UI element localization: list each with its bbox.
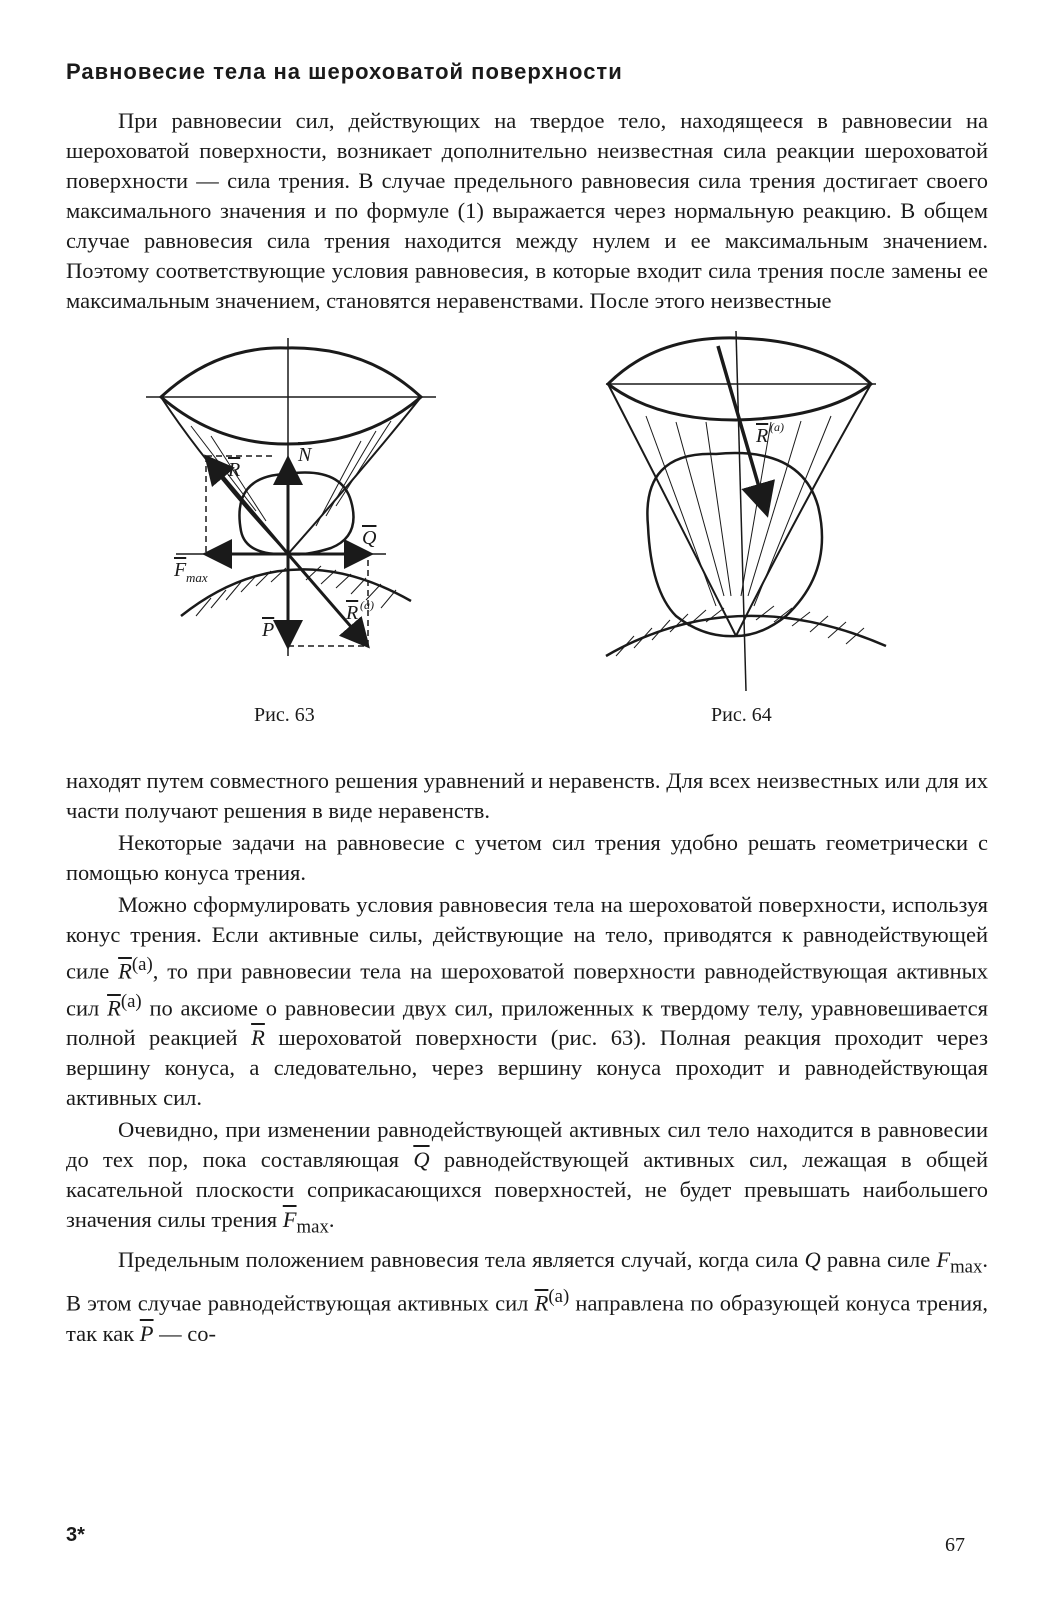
figure-63 <box>136 326 496 726</box>
symbol-R-a: $\overline{R}$ <box>534 1290 549 1316</box>
label-R: R <box>228 459 241 481</box>
paragraph-1: При равновесии сил, действующих на твердое тело, находящееся в равновесии на шероховатой поверхности, возникает дополнительно неизвестная сила реакции шероховатой поверхности — сила трения. В случае предельного равновесия сила трения достигает своего максимального значения и по формуле (1) выражается через нормальную реакцию. В общем случае равновесия сила трения находится между нулем и ее максимальным значением. Поэтому соответствующие условия равновесия, в которые входит сила трения после замены ее максимальным значением, становятся неравенствами. После этого неизвестные <box>66 108 988 313</box>
label-Fmax: F <box>174 559 187 581</box>
symbol-R-a: $\overline{R}$ <box>107 995 121 1020</box>
paragraph-2: находят путем совместного решения уравнений и неравенств. Для всех неизвестных или для их части получают решения в виде неравенств. <box>66 768 988 823</box>
label-Ra-sup: (a) <box>360 598 374 612</box>
symbol-P: $\overline{P}$ <box>139 1320 154 1346</box>
symbol-R-a: $\overline{R}$ <box>118 958 132 984</box>
paragraph-4: Можно сформулировать условия равновесия тела на шероховатой поверхности, используя конус трения. Если активные силы, действующие на тело, приводятся к равнодействующей силе $\overline{R}^{(a)}$, то при равновесии тела на шероховатой поверхности равнодействующая активных сил $\overline{R}^{(a)}$ по аксиоме о равновесии двух сил, приложенных к твердому телу, уравновешивается полной реакцией $\overline{R}$ шероховатой поверхности (рис. 63). Полная реакция проходит через вершину конуса, а следовательно, через вершину конуса проходит и равнодействующая активных сил. <box>66 892 988 1110</box>
figure-64-drawing <box>586 326 916 726</box>
label-Ra: R <box>756 425 769 447</box>
figure-64-caption: Рис. 64 <box>711 704 772 726</box>
symbol-F-max: $\overline{F}$ <box>282 1207 297 1232</box>
label-Ra-sup: (a) <box>770 420 784 434</box>
paragraph-6: Предельным положением равновесия тела является случай, когда сила Q равна силе $F_{max}$. В этом случае равнодействующая активных сил $\overline{R}^{(a)}$ направлена по образующей конуса трения, так как $\overline{P}$ — со- <box>66 1246 989 1346</box>
figures-row <box>66 326 988 766</box>
symbol-Q: Q <box>804 1246 821 1272</box>
section-heading: Равновесие тела на шероховатой поверхности <box>66 59 623 84</box>
figure-63-drawing <box>136 326 496 726</box>
paragraph-3: Некоторые задачи на равновесие с учетом сил трения удобно решать геометрически с помощью конуса трения. <box>66 830 988 885</box>
label-Q: Q <box>362 527 377 549</box>
label-Ra: R <box>346 602 359 624</box>
page-number: 67 <box>945 1534 965 1556</box>
label-Fmax-sub: max <box>186 570 208 585</box>
symbol-Q: $\overline{Q}$ <box>413 1147 430 1172</box>
symbol-R: $\overline{R}$ <box>251 1025 265 1050</box>
page-content <box>66 58 988 1349</box>
paragraph-5: Очевидно, при изменении равнодействующей активных сил тело находится в равновесии до тех пор, пока составляющая $\overline{Q}$ равнодействующей активных сил, лежащая в общей касательной плоскости соприкасающихся поверхностей, не будет превышать наибольшего значения силы трения $\overline{F}_{max}$. <box>66 1117 988 1238</box>
label-P: P <box>262 619 275 641</box>
symbol-F-max: F <box>936 1246 951 1272</box>
signature-mark: 3* <box>66 1524 85 1546</box>
figure-64 <box>586 326 916 726</box>
label-N: N <box>298 444 312 466</box>
figure-63-caption: Рис. 63 <box>254 704 315 726</box>
